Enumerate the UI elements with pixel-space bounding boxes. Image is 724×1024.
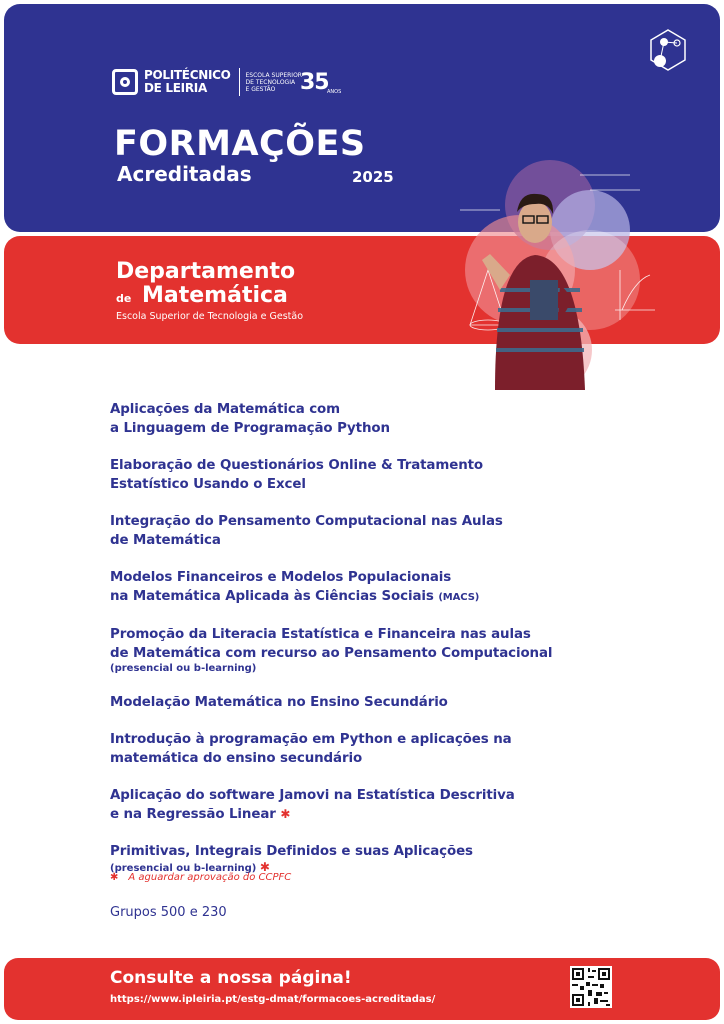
course-list [110, 400, 630, 893]
course-item: Integração do Pensamento Computacional nas Aulas de Matemática [110, 514, 503, 548]
anniversary-number: 35 [300, 70, 329, 95]
course-item: Introdução à programação em Python e aplicações na matemática do ensino secundário [110, 732, 512, 766]
course-tag: (MACS) [438, 592, 480, 603]
hexagon-molecule-icon [648, 28, 688, 74]
pending-approval-icon: ✱ [110, 872, 119, 883]
logo-divider [239, 68, 240, 96]
department-title-de: de [116, 292, 132, 305]
course-item: Aplicação do software Jamovi na Estatística Descritiva e na Regressão Linear ✱ [110, 788, 515, 822]
qr-code-icon[interactable] [570, 966, 612, 1008]
course-item: Elaboração de Questionários Online & Tratamento Estatístico Usando o Excel [110, 458, 484, 492]
department-school: Escola Superior de Tecnologia e Gestão [116, 311, 304, 322]
logo-name: POLITÉCNICO DE LEIRIA [144, 68, 231, 95]
course-item: Promoção da Literacia Estatística e Financeira nas aulas de Matemática com recurso ao Pensamento Computacional (presencial ou b-learning) [110, 625, 630, 675]
pending-approval-icon: ✱ [280, 807, 291, 821]
pending-approval-icon: ✱ [259, 860, 270, 874]
logo-mark-icon [112, 69, 138, 95]
department-title-line1: Departamento [116, 259, 296, 284]
approval-legend: ✱ A aguardar aprovação do CCPFC [110, 872, 292, 883]
year-label: 2025 [352, 168, 394, 186]
logo-school-name: ESCOLA SUPERIOR DE TECNOLOGIA E GESTÃO [245, 71, 302, 93]
course-item: Primitivas, Integrais Definidos e suas Aplicações (presencial ou b-learning) ✱ [110, 844, 473, 874]
teacher-illustration [440, 150, 660, 390]
course-item: Aplicações da Matemática com a Linguagem de Programação Python [110, 402, 390, 436]
groups-label: Grupos 500 e 230 [110, 905, 227, 920]
course-note: (presencial ou b-learning) [110, 863, 257, 874]
footer-title: Consulte a nossa página! [110, 968, 352, 988]
page-title: FORMAÇÕES [114, 124, 366, 164]
course-item: Modelação Matemática no Ensino Secundário [110, 695, 448, 710]
polytechnic-logo [112, 68, 302, 96]
page-subtitle: Acreditadas [117, 162, 252, 186]
anniversary-label: ANOS [327, 89, 342, 95]
course-note: (presencial ou b-learning) [110, 663, 257, 674]
course-item: Modelos Financeiros e Modelos Populacionais na Matemática Aplicada às Ciências Sociais (MACS) [110, 570, 480, 604]
department-title-line2: Matemática [142, 283, 288, 308]
footer-url-link[interactable]: https://www.ipleiria.pt/estg-dmat/formacoes-acreditadas/ [110, 994, 436, 1005]
